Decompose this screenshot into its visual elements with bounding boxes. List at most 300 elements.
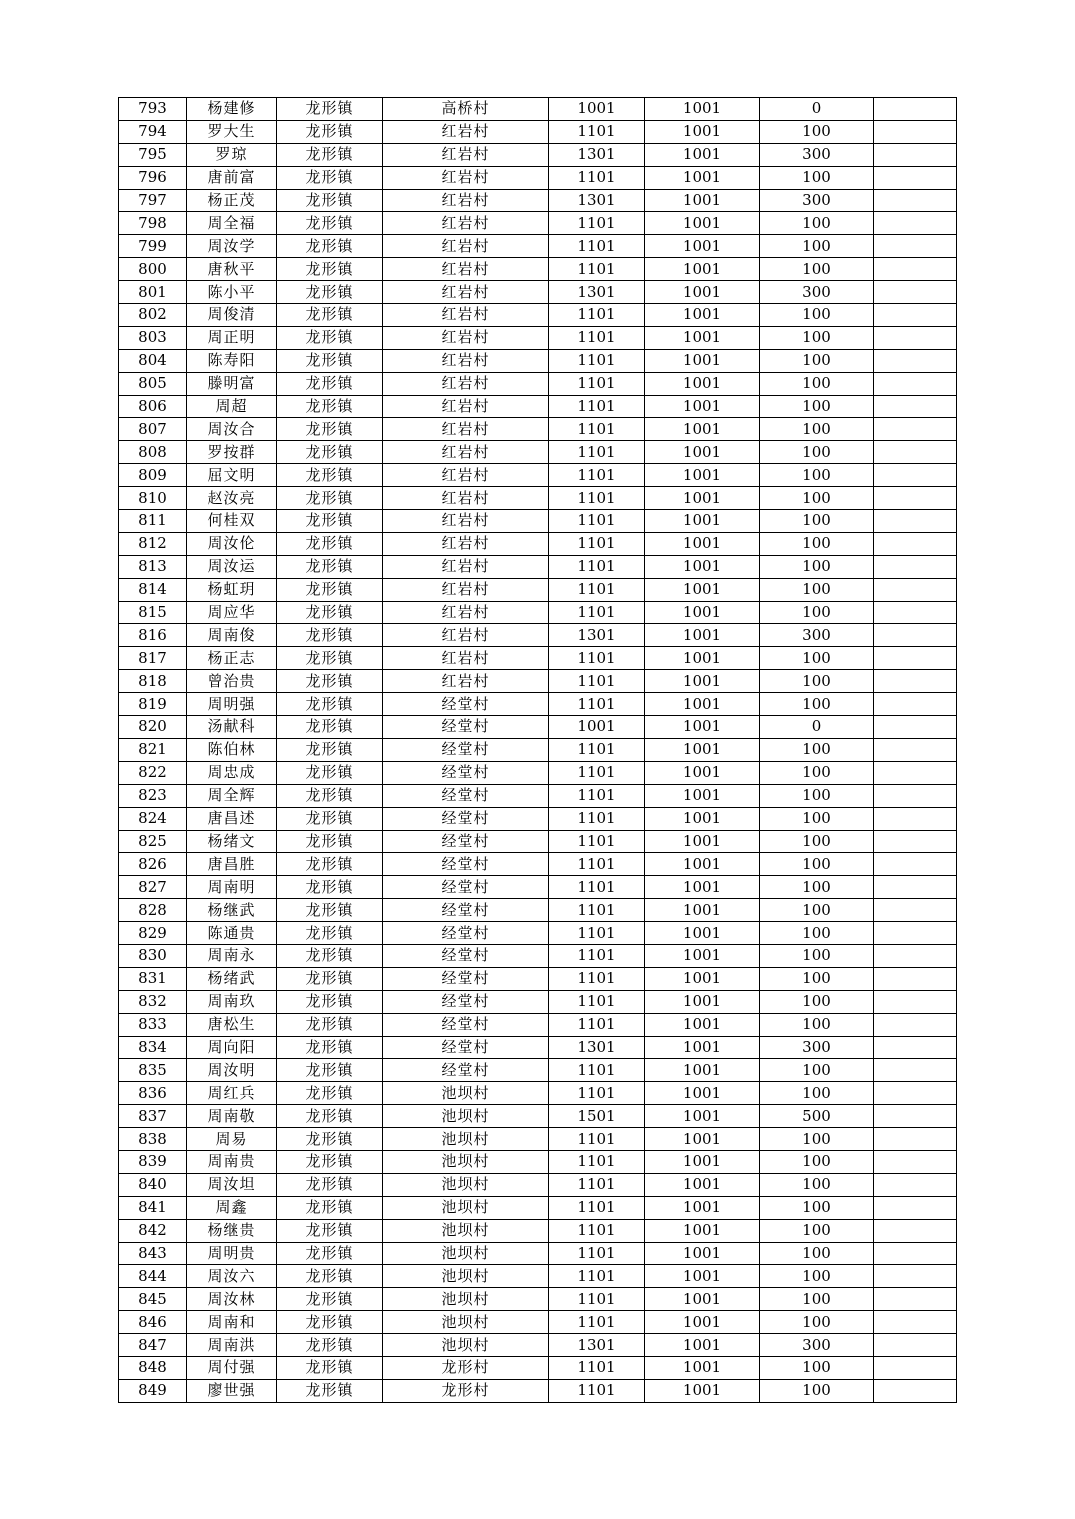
cell-value-a: 1101	[549, 555, 645, 578]
cell-town: 龙形镇	[277, 1059, 383, 1082]
cell-row-number: 843	[119, 1242, 187, 1265]
cell-row-number: 837	[119, 1105, 187, 1128]
cell-town: 龙形镇	[277, 899, 383, 922]
cell-value-a: 1101	[549, 349, 645, 372]
cell-town: 龙形镇	[277, 990, 383, 1013]
cell-row-number: 829	[119, 922, 187, 945]
cell-value-a: 1101	[549, 166, 645, 189]
cell-village: 经堂村	[383, 922, 549, 945]
table-row	[119, 98, 957, 121]
cell-value-c: 100	[760, 853, 874, 876]
cell-value-b: 1001	[645, 235, 760, 258]
cell-row-number: 809	[119, 464, 187, 487]
cell-value-c: 100	[760, 1150, 874, 1173]
cell-value-a: 1101	[549, 235, 645, 258]
cell-remark	[874, 235, 957, 258]
cell-value-b: 1001	[645, 601, 760, 624]
cell-name: 杨继武	[187, 899, 277, 922]
cell-remark	[874, 716, 957, 739]
cell-row-number: 823	[119, 784, 187, 807]
cell-remark	[874, 922, 957, 945]
cell-value-c: 100	[760, 304, 874, 327]
cell-row-number: 826	[119, 853, 187, 876]
cell-value-a: 1101	[549, 258, 645, 281]
table-row	[119, 304, 957, 327]
cell-village: 红岩村	[383, 189, 549, 212]
cell-village: 经堂村	[383, 944, 549, 967]
cell-town: 龙形镇	[277, 304, 383, 327]
table-row	[119, 1036, 957, 1059]
cell-remark	[874, 1242, 957, 1265]
cell-row-number: 845	[119, 1288, 187, 1311]
cell-value-a: 1101	[549, 464, 645, 487]
cell-remark	[874, 738, 957, 761]
cell-value-b: 1001	[645, 1219, 760, 1242]
cell-name: 周全辉	[187, 784, 277, 807]
cell-town: 龙形镇	[277, 1105, 383, 1128]
cell-value-b: 1001	[645, 1311, 760, 1334]
cell-name: 罗大生	[187, 120, 277, 143]
cell-town: 龙形镇	[277, 1036, 383, 1059]
cell-town: 龙形镇	[277, 395, 383, 418]
cell-value-a: 1301	[549, 143, 645, 166]
cell-value-b: 1001	[645, 1242, 760, 1265]
table-row	[119, 647, 957, 670]
cell-value-c: 100	[760, 967, 874, 990]
table-row	[119, 212, 957, 235]
table-row	[119, 166, 957, 189]
cell-village: 龙形村	[383, 1356, 549, 1379]
table-row	[119, 876, 957, 899]
cell-name: 屈文明	[187, 464, 277, 487]
cell-town: 龙形镇	[277, 784, 383, 807]
cell-name: 唐秋平	[187, 258, 277, 281]
table-row	[119, 830, 957, 853]
cell-name: 周忠成	[187, 761, 277, 784]
cell-value-b: 1001	[645, 853, 760, 876]
cell-village: 红岩村	[383, 212, 549, 235]
cell-value-a: 1101	[549, 372, 645, 395]
cell-name: 周汝六	[187, 1265, 277, 1288]
cell-value-c: 100	[760, 532, 874, 555]
cell-town: 龙形镇	[277, 853, 383, 876]
cell-value-c: 300	[760, 189, 874, 212]
cell-remark	[874, 601, 957, 624]
cell-row-number: 798	[119, 212, 187, 235]
cell-value-a: 1101	[549, 1219, 645, 1242]
cell-remark	[874, 807, 957, 830]
cell-row-number: 811	[119, 510, 187, 533]
cell-remark	[874, 441, 957, 464]
cell-value-c: 100	[760, 235, 874, 258]
table-row	[119, 1082, 957, 1105]
cell-value-b: 1001	[645, 212, 760, 235]
cell-name: 杨正茂	[187, 189, 277, 212]
cell-village: 红岩村	[383, 532, 549, 555]
table-row	[119, 738, 957, 761]
cell-town: 龙形镇	[277, 1356, 383, 1379]
cell-value-b: 1001	[645, 670, 760, 693]
cell-name: 周南俊	[187, 624, 277, 647]
cell-remark	[874, 830, 957, 853]
table-row	[119, 1013, 957, 1036]
cell-value-a: 1101	[549, 876, 645, 899]
cell-value-a: 1101	[549, 967, 645, 990]
cell-name: 周南明	[187, 876, 277, 899]
cell-name: 杨继贵	[187, 1219, 277, 1242]
cell-town: 龙形镇	[277, 258, 383, 281]
cell-remark	[874, 1219, 957, 1242]
cell-remark	[874, 876, 957, 899]
cell-value-a: 1001	[549, 98, 645, 121]
cell-town: 龙形镇	[277, 578, 383, 601]
cell-value-b: 1001	[645, 1036, 760, 1059]
table-body	[119, 98, 957, 1403]
cell-value-b: 1001	[645, 1265, 760, 1288]
cell-value-a: 1101	[549, 532, 645, 555]
cell-value-a: 1101	[549, 441, 645, 464]
cell-name: 赵汝亮	[187, 487, 277, 510]
cell-remark	[874, 120, 957, 143]
table-row	[119, 464, 957, 487]
cell-name: 杨虹玥	[187, 578, 277, 601]
cell-value-c: 100	[760, 1311, 874, 1334]
cell-remark	[874, 693, 957, 716]
cell-remark	[874, 1265, 957, 1288]
table-row	[119, 853, 957, 876]
cell-row-number: 821	[119, 738, 187, 761]
cell-value-a: 1101	[549, 120, 645, 143]
table-row	[119, 784, 957, 807]
cell-remark	[874, 1105, 957, 1128]
table-row	[119, 1265, 957, 1288]
cell-town: 龙形镇	[277, 693, 383, 716]
cell-remark	[874, 418, 957, 441]
cell-row-number: 807	[119, 418, 187, 441]
table-row	[119, 395, 957, 418]
cell-town: 龙形镇	[277, 738, 383, 761]
table-row	[119, 143, 957, 166]
cell-remark	[874, 624, 957, 647]
cell-town: 龙形镇	[277, 212, 383, 235]
cell-value-a: 1101	[549, 1196, 645, 1219]
cell-row-number: 806	[119, 395, 187, 418]
cell-value-a: 1101	[549, 738, 645, 761]
cell-value-c: 100	[760, 1013, 874, 1036]
cell-name: 周南敬	[187, 1105, 277, 1128]
cell-town: 龙形镇	[277, 601, 383, 624]
cell-row-number: 800	[119, 258, 187, 281]
cell-village: 红岩村	[383, 487, 549, 510]
cell-value-a: 1101	[549, 395, 645, 418]
cell-town: 龙形镇	[277, 830, 383, 853]
cell-remark	[874, 1036, 957, 1059]
cell-value-a: 1101	[549, 899, 645, 922]
cell-value-c: 100	[760, 899, 874, 922]
cell-town: 龙形镇	[277, 670, 383, 693]
cell-value-a: 1101	[549, 784, 645, 807]
cell-value-b: 1001	[645, 258, 760, 281]
cell-name: 周向阳	[187, 1036, 277, 1059]
cell-value-c: 100	[760, 647, 874, 670]
cell-value-b: 1001	[645, 189, 760, 212]
cell-name: 陈寿阳	[187, 349, 277, 372]
cell-value-c: 100	[760, 395, 874, 418]
cell-row-number: 831	[119, 967, 187, 990]
cell-row-number: 849	[119, 1379, 187, 1402]
cell-value-c: 100	[760, 1082, 874, 1105]
cell-town: 龙形镇	[277, 716, 383, 739]
cell-town: 龙形镇	[277, 1196, 383, 1219]
cell-name: 陈通贵	[187, 922, 277, 945]
cell-village: 红岩村	[383, 670, 549, 693]
cell-row-number: 828	[119, 899, 187, 922]
cell-row-number: 815	[119, 601, 187, 624]
cell-value-b: 1001	[645, 738, 760, 761]
cell-town: 龙形镇	[277, 464, 383, 487]
data-table	[118, 97, 957, 1403]
cell-row-number: 799	[119, 235, 187, 258]
cell-value-a: 1101	[549, 647, 645, 670]
cell-village: 池坝村	[383, 1265, 549, 1288]
cell-remark	[874, 1288, 957, 1311]
cell-town: 龙形镇	[277, 281, 383, 304]
table-row	[119, 922, 957, 945]
table-row	[119, 1219, 957, 1242]
table-row	[119, 1196, 957, 1219]
cell-name: 唐昌胜	[187, 853, 277, 876]
table-row	[119, 189, 957, 212]
cell-name: 汤献科	[187, 716, 277, 739]
cell-value-b: 1001	[645, 326, 760, 349]
table-row	[119, 990, 957, 1013]
cell-row-number: 833	[119, 1013, 187, 1036]
cell-value-c: 100	[760, 1059, 874, 1082]
cell-value-c: 100	[760, 120, 874, 143]
cell-village: 红岩村	[383, 258, 549, 281]
cell-value-b: 1001	[645, 304, 760, 327]
cell-value-c: 500	[760, 1105, 874, 1128]
cell-value-a: 1501	[549, 1105, 645, 1128]
cell-value-a: 1101	[549, 1242, 645, 1265]
cell-name: 周南玖	[187, 990, 277, 1013]
cell-name: 周易	[187, 1128, 277, 1151]
cell-value-a: 1101	[549, 1311, 645, 1334]
cell-value-c: 100	[760, 738, 874, 761]
table-row	[119, 1128, 957, 1151]
cell-remark	[874, 1173, 957, 1196]
cell-remark	[874, 510, 957, 533]
cell-remark	[874, 1379, 957, 1402]
cell-name: 周南洪	[187, 1334, 277, 1357]
table-row	[119, 944, 957, 967]
cell-row-number: 797	[119, 189, 187, 212]
cell-town: 龙形镇	[277, 1334, 383, 1357]
cell-value-c: 0	[760, 716, 874, 739]
cell-name: 罗琼	[187, 143, 277, 166]
table-row	[119, 1105, 957, 1128]
cell-value-b: 1001	[645, 716, 760, 739]
cell-row-number: 812	[119, 532, 187, 555]
cell-value-c: 100	[760, 441, 874, 464]
cell-name: 周汝明	[187, 1059, 277, 1082]
cell-name: 周全福	[187, 212, 277, 235]
cell-value-c: 300	[760, 143, 874, 166]
cell-village: 红岩村	[383, 304, 549, 327]
cell-town: 龙形镇	[277, 1311, 383, 1334]
cell-value-a: 1101	[549, 1288, 645, 1311]
cell-name: 陈伯林	[187, 738, 277, 761]
table-row	[119, 418, 957, 441]
cell-row-number: 840	[119, 1173, 187, 1196]
cell-town: 龙形镇	[277, 555, 383, 578]
cell-remark	[874, 98, 957, 121]
cell-town: 龙形镇	[277, 235, 383, 258]
cell-name: 周汝学	[187, 235, 277, 258]
cell-value-c: 100	[760, 693, 874, 716]
cell-remark	[874, 372, 957, 395]
cell-village: 经堂村	[383, 990, 549, 1013]
cell-village: 红岩村	[383, 555, 549, 578]
cell-value-c: 100	[760, 922, 874, 945]
cell-remark	[874, 464, 957, 487]
cell-value-b: 1001	[645, 98, 760, 121]
cell-value-c: 100	[760, 464, 874, 487]
cell-value-a: 1301	[549, 281, 645, 304]
cell-value-a: 1101	[549, 304, 645, 327]
cell-value-b: 1001	[645, 1196, 760, 1219]
cell-name: 周俊清	[187, 304, 277, 327]
cell-value-c: 100	[760, 1265, 874, 1288]
cell-row-number: 816	[119, 624, 187, 647]
cell-value-b: 1001	[645, 143, 760, 166]
cell-value-c: 100	[760, 990, 874, 1013]
table-row	[119, 1356, 957, 1379]
cell-value-b: 1001	[645, 807, 760, 830]
cell-village: 池坝村	[383, 1128, 549, 1151]
cell-value-c: 100	[760, 761, 874, 784]
cell-remark	[874, 1356, 957, 1379]
cell-name: 周汝伦	[187, 532, 277, 555]
cell-value-a: 1301	[549, 624, 645, 647]
table-row	[119, 624, 957, 647]
cell-value-a: 1101	[549, 1082, 645, 1105]
cell-remark	[874, 555, 957, 578]
table-row	[119, 349, 957, 372]
cell-value-c: 100	[760, 1128, 874, 1151]
cell-remark	[874, 326, 957, 349]
cell-village: 龙形村	[383, 1379, 549, 1402]
cell-town: 龙形镇	[277, 876, 383, 899]
cell-name: 何桂双	[187, 510, 277, 533]
cell-name: 陈小平	[187, 281, 277, 304]
table-row	[119, 326, 957, 349]
cell-village: 池坝村	[383, 1105, 549, 1128]
cell-town: 龙形镇	[277, 922, 383, 945]
table-row	[119, 372, 957, 395]
cell-town: 龙形镇	[277, 487, 383, 510]
cell-remark	[874, 349, 957, 372]
cell-row-number: 842	[119, 1219, 187, 1242]
cell-village: 经堂村	[383, 830, 549, 853]
table-row	[119, 578, 957, 601]
cell-value-c: 100	[760, 258, 874, 281]
cell-town: 龙形镇	[277, 166, 383, 189]
cell-remark	[874, 1196, 957, 1219]
cell-name: 周明强	[187, 693, 277, 716]
cell-row-number: 794	[119, 120, 187, 143]
cell-village: 红岩村	[383, 235, 549, 258]
cell-value-c: 100	[760, 418, 874, 441]
cell-name: 周南永	[187, 944, 277, 967]
cell-value-b: 1001	[645, 624, 760, 647]
cell-village: 经堂村	[383, 784, 549, 807]
cell-value-a: 1101	[549, 693, 645, 716]
cell-name: 周正明	[187, 326, 277, 349]
cell-village: 高桥村	[383, 98, 549, 121]
cell-row-number: 827	[119, 876, 187, 899]
cell-value-a: 1101	[549, 1059, 645, 1082]
cell-value-c: 100	[760, 1356, 874, 1379]
cell-village: 经堂村	[383, 967, 549, 990]
cell-town: 龙形镇	[277, 944, 383, 967]
cell-row-number: 835	[119, 1059, 187, 1082]
cell-value-b: 1001	[645, 830, 760, 853]
cell-row-number: 810	[119, 487, 187, 510]
cell-value-b: 1001	[645, 555, 760, 578]
cell-village: 池坝村	[383, 1311, 549, 1334]
cell-value-c: 100	[760, 670, 874, 693]
cell-remark	[874, 578, 957, 601]
table-row	[119, 1059, 957, 1082]
cell-value-b: 1001	[645, 120, 760, 143]
cell-town: 龙形镇	[277, 189, 383, 212]
cell-row-number: 839	[119, 1150, 187, 1173]
cell-value-b: 1001	[645, 899, 760, 922]
table-row	[119, 601, 957, 624]
cell-row-number: 847	[119, 1334, 187, 1357]
cell-remark	[874, 304, 957, 327]
cell-village: 经堂村	[383, 899, 549, 922]
cell-value-c: 100	[760, 784, 874, 807]
cell-value-b: 1001	[645, 876, 760, 899]
cell-row-number: 813	[119, 555, 187, 578]
cell-row-number: 802	[119, 304, 187, 327]
cell-town: 龙形镇	[277, 349, 383, 372]
cell-value-b: 1001	[645, 418, 760, 441]
cell-village: 经堂村	[383, 853, 549, 876]
cell-value-b: 1001	[645, 967, 760, 990]
cell-town: 龙形镇	[277, 1173, 383, 1196]
table-row	[119, 807, 957, 830]
cell-remark	[874, 143, 957, 166]
cell-value-b: 1001	[645, 761, 760, 784]
cell-village: 池坝村	[383, 1219, 549, 1242]
cell-value-b: 1001	[645, 349, 760, 372]
cell-village: 红岩村	[383, 166, 549, 189]
cell-town: 龙形镇	[277, 532, 383, 555]
cell-value-a: 1101	[549, 922, 645, 945]
cell-town: 龙形镇	[277, 1082, 383, 1105]
cell-remark	[874, 1334, 957, 1357]
table-row	[119, 532, 957, 555]
cell-row-number: 796	[119, 166, 187, 189]
table-row	[119, 441, 957, 464]
cell-value-b: 1001	[645, 441, 760, 464]
cell-village: 红岩村	[383, 418, 549, 441]
cell-name: 周汝运	[187, 555, 277, 578]
table-row	[119, 258, 957, 281]
